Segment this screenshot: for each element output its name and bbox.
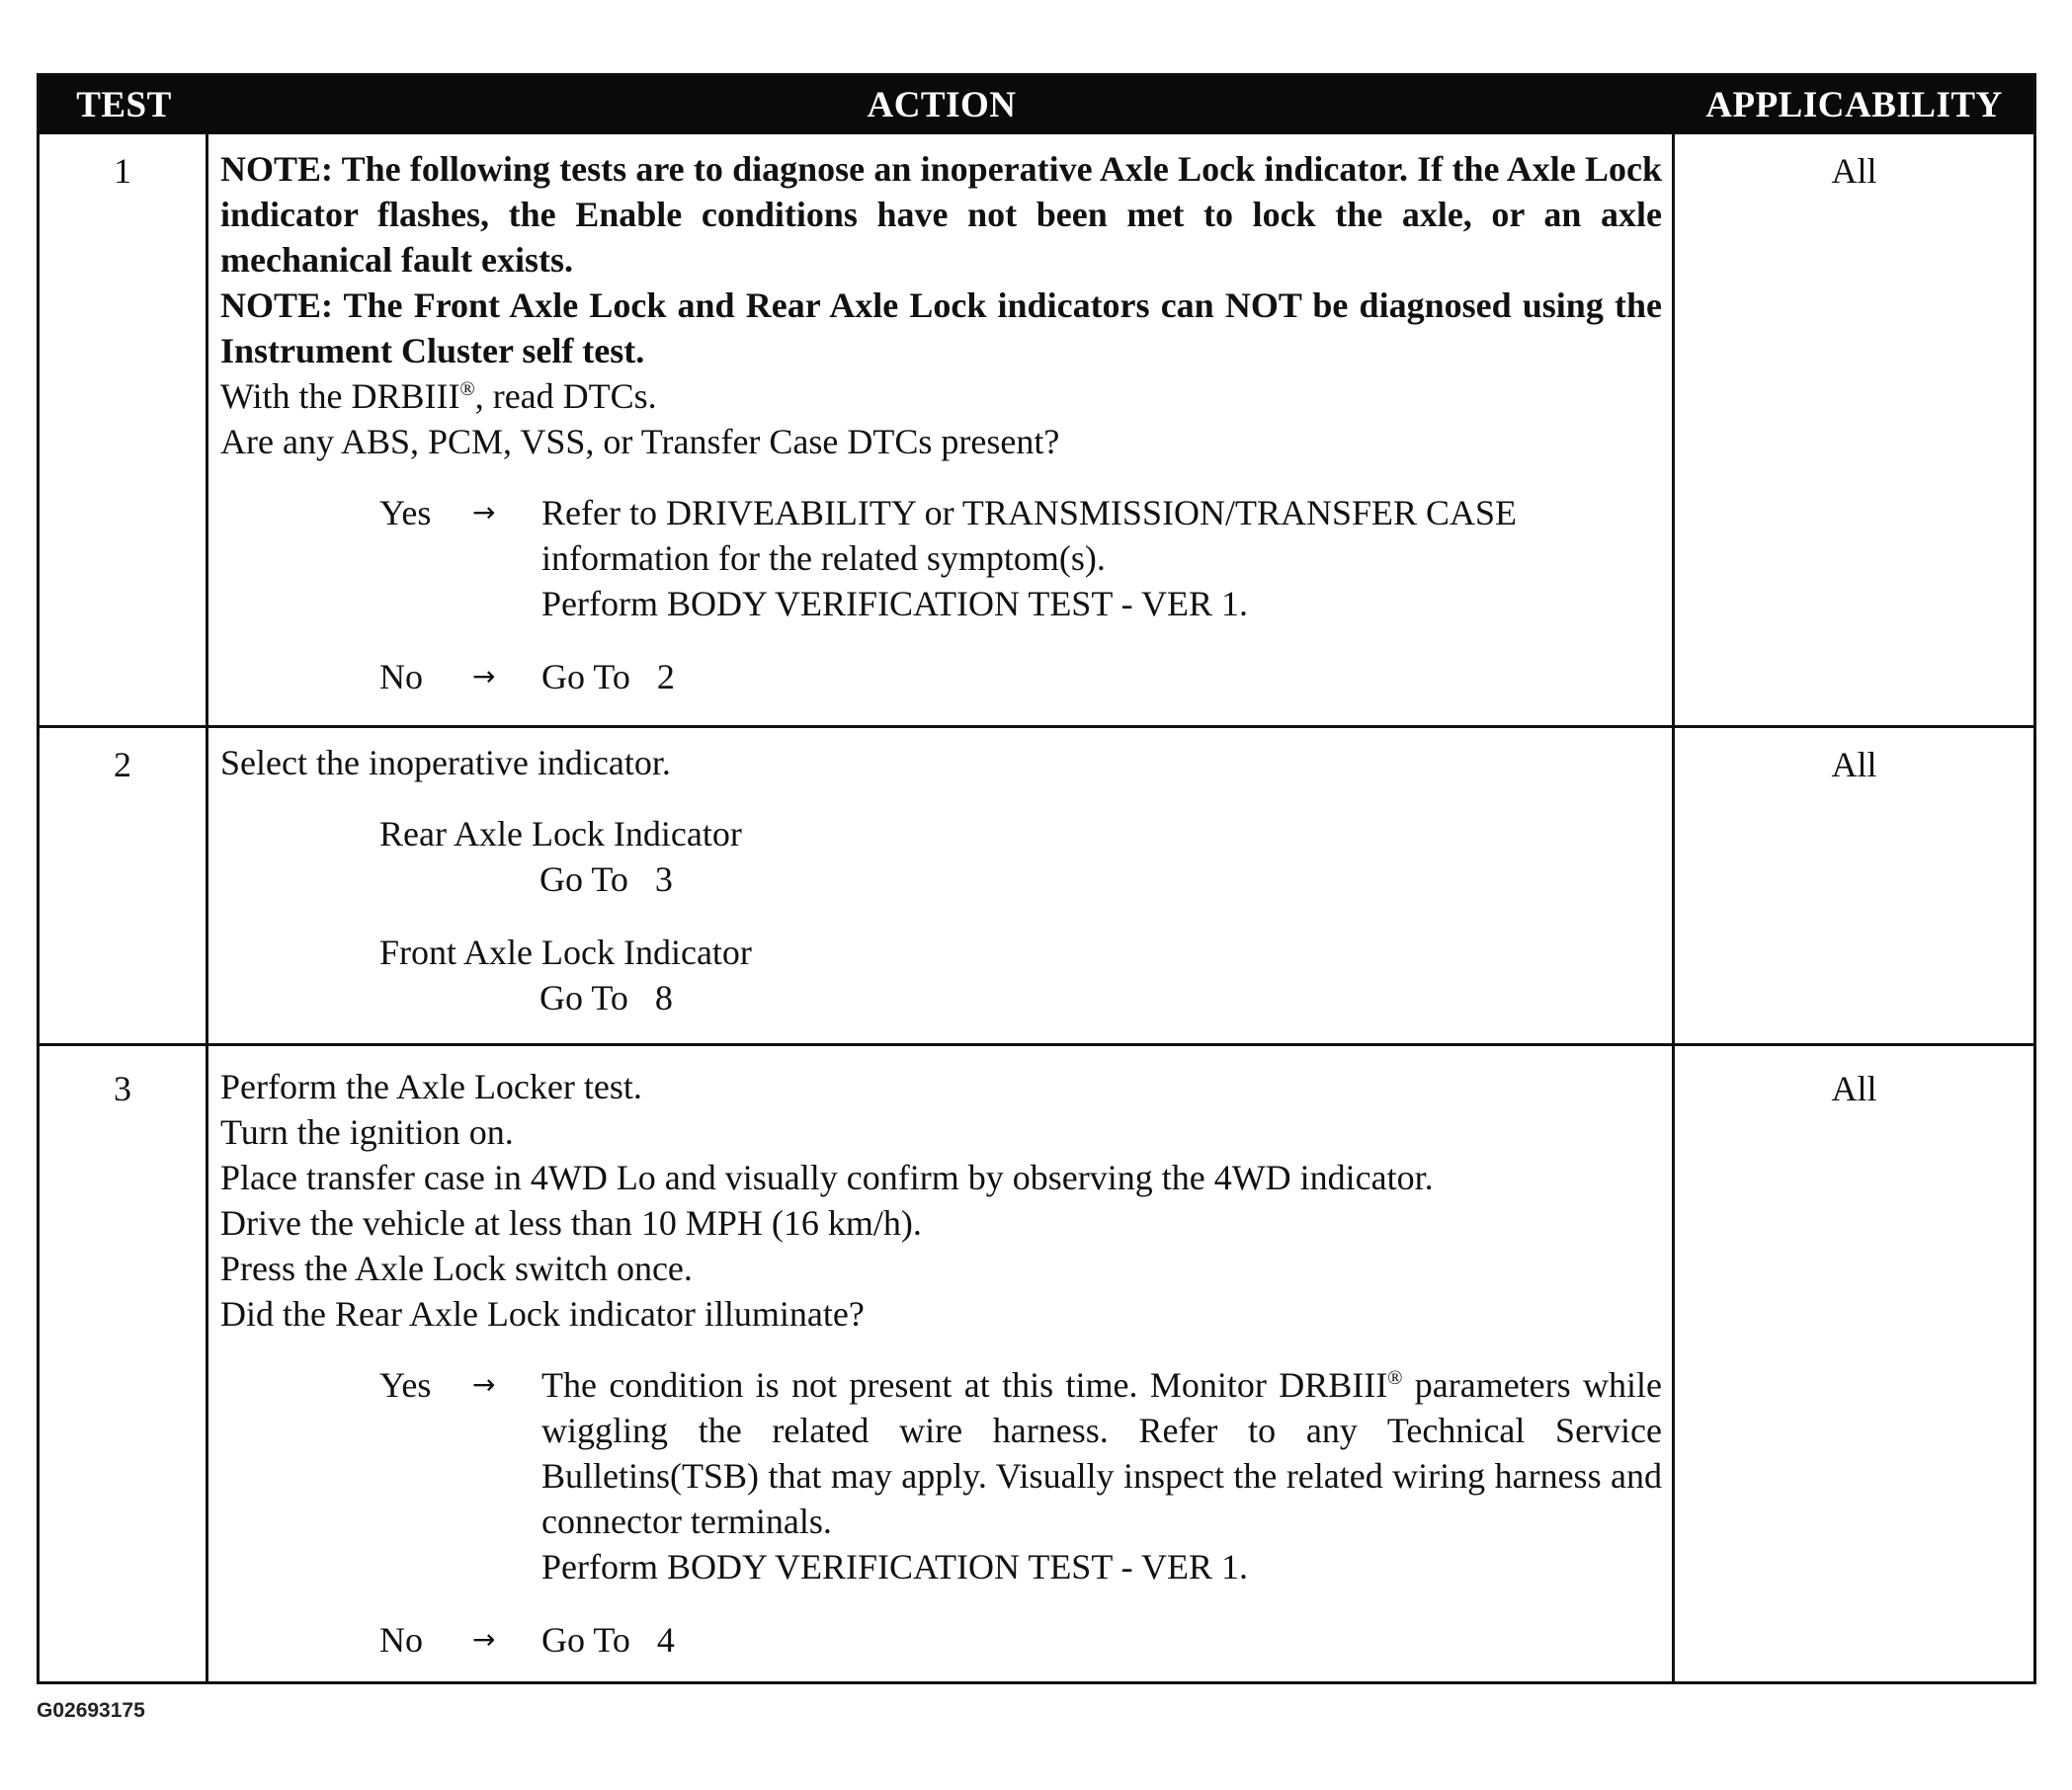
choice-goto: Go To 8 <box>539 978 673 1017</box>
test-number: 2 <box>40 728 208 1043</box>
action-step: Perform the Axle Locker test. <box>220 1067 642 1106</box>
action-step: Press the Axle Lock switch once. <box>220 1249 693 1288</box>
header-action: ACTION <box>867 85 1017 125</box>
figure-id: G02693175 <box>37 1699 145 1722</box>
choice-label: Front Axle Lock Indicator <box>379 933 752 972</box>
no-goto: Go To 4 <box>541 1620 675 1660</box>
action-step: Place transfer case in 4WD Lo and visually confirm by observing the 4WD indicator. <box>220 1158 1434 1197</box>
action-step: Turn the ignition on. <box>220 1112 514 1152</box>
no-goto: Go To 2 <box>541 657 675 696</box>
test-action <box>208 728 1675 1043</box>
action-step: Select the inoperative indicator. <box>220 743 671 782</box>
yes-response <box>220 490 1662 626</box>
header-applicability: APPLICABILITY <box>1705 85 2003 125</box>
no-label: No <box>379 1620 423 1660</box>
test-row-1 <box>40 134 2033 725</box>
test-action <box>208 1046 1675 1681</box>
yes-text: Refer to DRIVEABILITY or TRANSMISSION/TRANSFER CASE information for the related symptom(s). <box>541 493 1518 578</box>
yes-label: Yes <box>379 493 432 532</box>
diagnostic-test-table <box>37 73 2036 1684</box>
test-row-2 <box>40 725 2033 1043</box>
no-response <box>220 1617 1662 1663</box>
test-action <box>208 134 1675 725</box>
action-question: Did the Rear Axle Lock indicator illuminate? <box>220 1294 865 1334</box>
action-step: Drive the vehicle at less than 10 MPH (16 km/h). <box>220 1203 922 1243</box>
choice-rear <box>379 811 1662 902</box>
no-label: No <box>379 657 423 696</box>
yes-verification: Perform BODY VERIFICATION TEST - VER 1. <box>541 584 1249 623</box>
yes-verification: Perform BODY VERIFICATION TEST - VER 1. <box>541 1547 1249 1587</box>
arrow-icon: → <box>472 660 496 692</box>
test-number: 1 <box>40 134 208 725</box>
choice-front <box>379 930 1662 1020</box>
yes-response <box>220 1362 1662 1589</box>
choice-goto: Go To 3 <box>539 859 673 899</box>
table-header <box>40 76 2033 134</box>
yes-label: Yes <box>379 1365 432 1405</box>
action-question: Are any ABS, PCM, VSS, or Transfer Case DTCs present? <box>220 422 1060 461</box>
arrow-icon: → <box>472 1368 496 1401</box>
applicability-value: All <box>1831 1069 1877 1108</box>
note-paragraph: NOTE: The following tests are to diagnose an inoperative Axle Lock indicator. If the Axle Lock indicator flashes, the Enable conditions have not been met to lock the axle, or an axle mechanical fault exists. <box>220 149 1662 280</box>
yes-text: The condition is not present at this time. Monitor DRBIII® parameters while wiggling the related wire harness. Refer to any Technical Service Bulletins(TSB) that may apply. Visually inspect the related wiring harness and connector terminals. <box>541 1365 1663 1541</box>
header-test: TEST <box>76 85 172 125</box>
test-number: 3 <box>40 1046 208 1681</box>
choice-label: Rear Axle Lock Indicator <box>379 814 742 854</box>
test-row-3 <box>40 1043 2033 1681</box>
applicability-value: All <box>1831 745 1877 784</box>
action-step: With the DRBIII®, read DTCs. <box>220 376 657 416</box>
no-response <box>220 654 1662 699</box>
arrow-icon: → <box>472 496 496 529</box>
arrow-icon: → <box>472 1623 496 1656</box>
note-paragraph: NOTE: The Front Axle Lock and Rear Axle Lock indicators can NOT be diagnosed using the Instrument Cluster self test. <box>220 285 1662 370</box>
applicability-value: All <box>1831 151 1877 191</box>
